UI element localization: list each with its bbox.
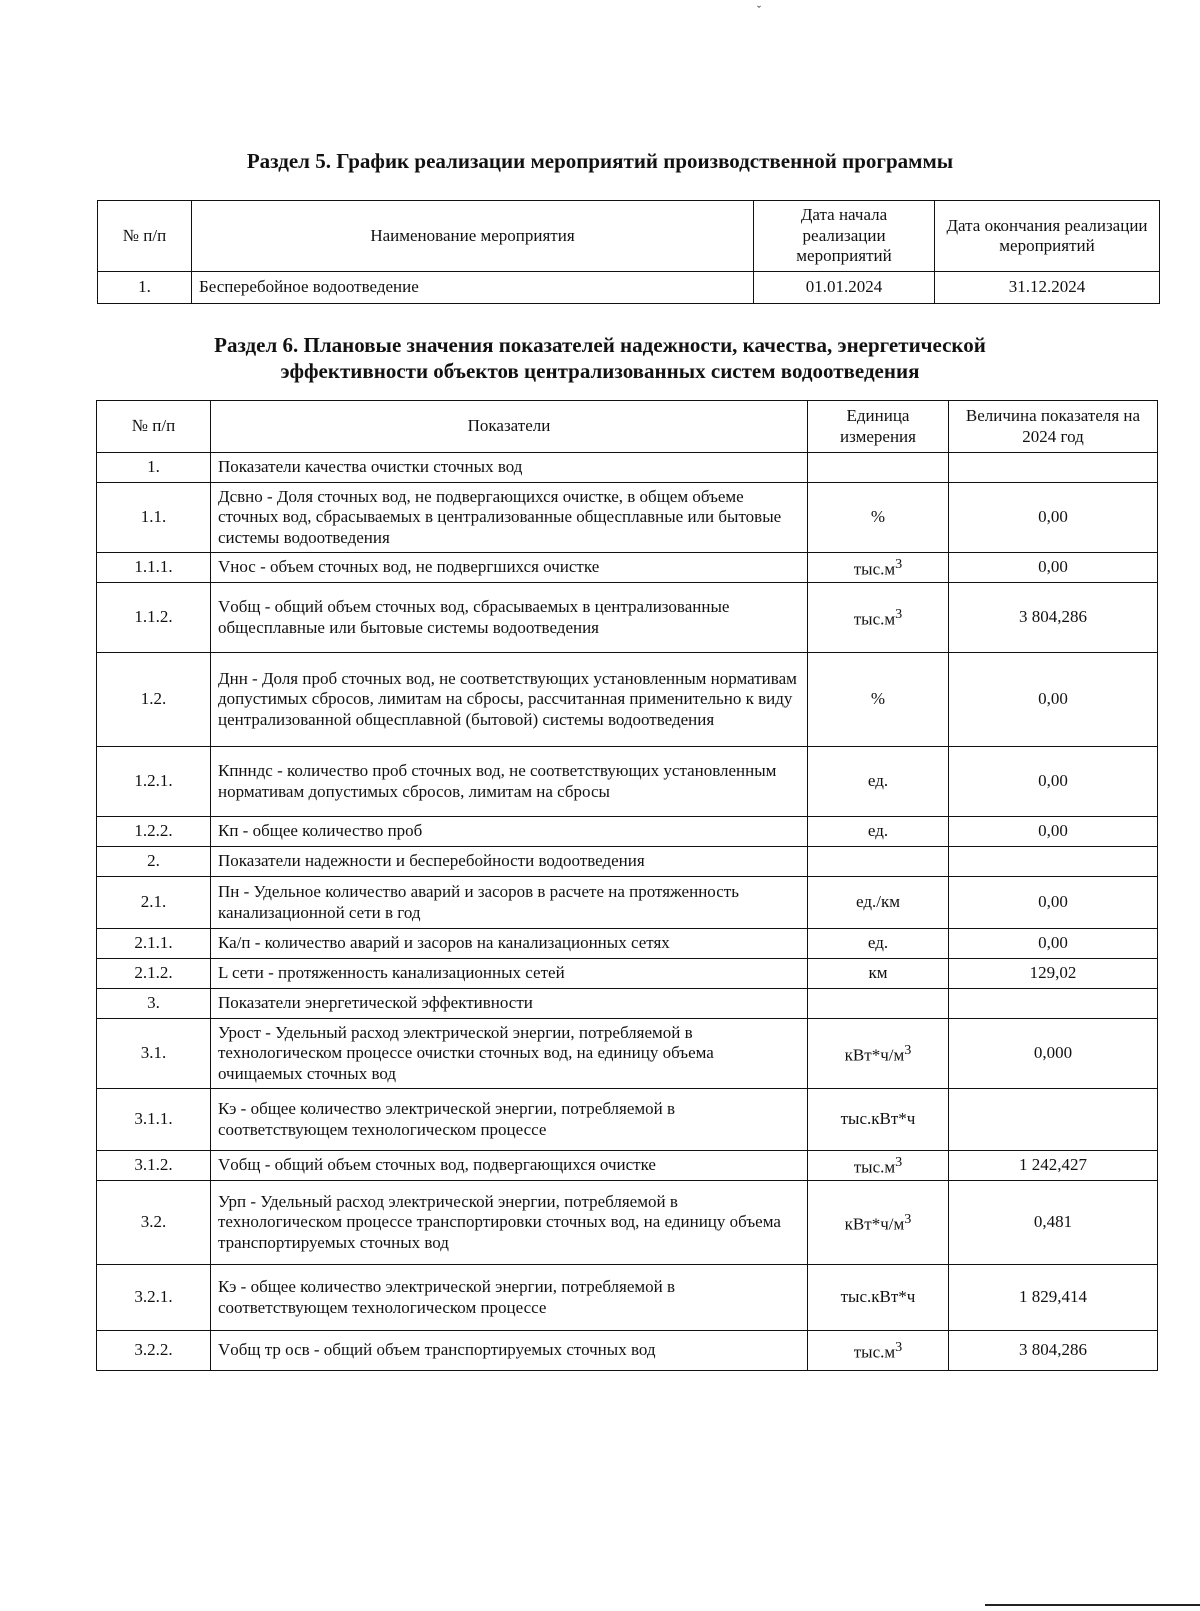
unit-text: ед. [867, 933, 889, 953]
unit-superscript: 3 [895, 1154, 903, 1171]
unit-superscript: 3 [904, 1042, 912, 1059]
row-num: 2.1.1. [97, 929, 211, 959]
section5-title: Раздел 5. График реализации мероприятий производственной программы [246, 149, 954, 173]
unit-superscript: 3 [895, 1339, 903, 1356]
indicators-table [96, 400, 1158, 1371]
col-indicator-header: Показатели [211, 401, 808, 453]
row-unit [808, 1265, 949, 1331]
row-value: 129,02 [949, 959, 1158, 989]
row-value [949, 453, 1158, 483]
row-num: 1.2.1. [97, 747, 211, 817]
row-unit [808, 1151, 949, 1181]
row-unit [808, 929, 949, 959]
table-row [97, 959, 1158, 989]
table-row [97, 1265, 1158, 1331]
row-num: 2.1.2. [97, 959, 211, 989]
section6-title-line1: Раздел 6. Плановые значения показателей надежности, качества, энергетической [214, 333, 986, 357]
table-row [97, 483, 1158, 553]
row-unit [808, 989, 949, 1019]
table-row [97, 877, 1158, 929]
indicators-header-row [97, 401, 1158, 453]
row-indicator: Кп - общее количество проб [211, 817, 808, 847]
row-value: 0,00 [949, 877, 1158, 929]
row-value: 0,00 [949, 747, 1158, 817]
table-row [97, 847, 1158, 877]
table-row [98, 272, 1160, 304]
row-name: Бесперебойное водоотведение [192, 272, 754, 304]
col-start-header: Дата начала реализации мероприятий [754, 201, 935, 272]
scan-mark: ˇ [757, 3, 761, 17]
table-row [97, 929, 1158, 959]
unit-text: ед./км [856, 892, 900, 912]
row-num: 1.1. [97, 483, 211, 553]
col-num-header: № п/п [97, 401, 211, 453]
col-unit-header: Единица измерения [808, 401, 949, 453]
row-unit [808, 1019, 949, 1089]
table-row [97, 653, 1158, 747]
row-value: 0,00 [949, 553, 1158, 583]
row-num: 3.2.2. [97, 1331, 211, 1371]
col-end-header: Дата окончания реализации мероприятий [935, 201, 1160, 272]
row-indicator: Ка/п - количество аварий и засоров на канализационных сетях [211, 929, 808, 959]
row-indicator: Vобщ тр осв - общий объем транспортируемых сточных вод [211, 1331, 808, 1371]
row-indicator: L сети - протяженность канализационных сетей [211, 959, 808, 989]
unit-superscript: 3 [895, 556, 903, 573]
row-unit [808, 453, 949, 483]
row-num: 1.2.2. [97, 817, 211, 847]
row-num: 1. [97, 453, 211, 483]
row-value: 0,00 [949, 817, 1158, 847]
row-num: 1.2. [97, 653, 211, 747]
row-indicator: Урп - Удельный расход электрической энергии, потребляемой в технологическом процессе транспортировки сточных вод, на единицу объема транспортируемых сточных вод [211, 1181, 808, 1265]
row-unit [808, 1089, 949, 1151]
col-value-header: Величина показателя на 2024 год [949, 401, 1158, 453]
table-row [97, 453, 1158, 483]
row-num: 3. [97, 989, 211, 1019]
row-num: 3.1.2. [97, 1151, 211, 1181]
row-indicator: Днн - Доля проб сточных вод, не соответствующих установленным нормативам допустимых сбросов, лимитам на сбросы, рассчитанная применительно к виду централизованной общесплавной (бытовой) системы водоотведения [211, 653, 808, 747]
table-row [97, 1181, 1158, 1265]
unit-superscript: 3 [904, 1211, 912, 1228]
unit-text: кВт*ч/м [844, 1046, 905, 1066]
row-indicator: Пн - Удельное количество аварий и засоров в расчете на протяженность канализационной сети в год [211, 877, 808, 929]
row-num: 3.1. [97, 1019, 211, 1089]
row-num: 1.1.2. [97, 583, 211, 653]
scan-edge-line [985, 1604, 1200, 1606]
table-row [97, 817, 1158, 847]
row-indicator: Vобщ - общий объем сточных вод, подвергающихся очистке [211, 1151, 808, 1181]
unit-superscript: 3 [895, 606, 903, 623]
row-unit [808, 877, 949, 929]
row-value: 0,00 [949, 929, 1158, 959]
row-indicator: Показатели энергетической эффективности [211, 989, 808, 1019]
indicators-table-body [97, 453, 1158, 1371]
schedule-header-row [98, 201, 1160, 272]
row-unit [808, 747, 949, 817]
row-indicator: Кэ - общее количество электрической энергии, потребляемой в соответствующем технологическом процессе [211, 1265, 808, 1331]
row-num: 3.1.1. [97, 1089, 211, 1151]
row-indicator: Показатели надежности и бесперебойности водоотведения [211, 847, 808, 877]
row-value: 0,00 [949, 653, 1158, 747]
row-unit [808, 583, 949, 653]
row-num: 3.2. [97, 1181, 211, 1265]
table-row [97, 1331, 1158, 1371]
col-name-header: Наименование мероприятия [192, 201, 754, 272]
unit-text: тыс.м [853, 1158, 896, 1178]
unit-text: тыс.м [853, 1343, 896, 1363]
row-unit [808, 483, 949, 553]
row-value [949, 989, 1158, 1019]
row-unit [808, 817, 949, 847]
row-num: 1.1.1. [97, 553, 211, 583]
row-indicator: Кпнндс - количество проб сточных вод, не соответствующих установленным нормативам допустимых сбросов, лимитам на сбросы [211, 747, 808, 817]
row-value: 0,000 [949, 1019, 1158, 1089]
row-value [949, 847, 1158, 877]
table-row [97, 989, 1158, 1019]
schedule-table [97, 200, 1160, 304]
table-row [97, 1089, 1158, 1151]
unit-text: км [868, 963, 888, 983]
row-num: 3.2.1. [97, 1265, 211, 1331]
row-indicator: Vобщ - общий объем сточных вод, сбрасываемых в централизованные общесплавные или бытовые системы водоотведения [211, 583, 808, 653]
section6-title-line2: эффективности объектов централизованных систем водоотведения [280, 359, 920, 383]
row-end-date: 31.12.2024 [935, 272, 1160, 304]
row-unit [808, 1331, 949, 1371]
row-value: 3 804,286 [949, 583, 1158, 653]
row-value: 0,481 [949, 1181, 1158, 1265]
row-start-date: 01.01.2024 [754, 272, 935, 304]
unit-text: ед. [867, 821, 889, 841]
row-num: 1. [98, 272, 192, 304]
row-indicator: Урост - Удельный расход электрической энергии, потребляемой в технологическом процессе очистки сточных вод, на единицу объема очищаемых сточных вод [211, 1019, 808, 1089]
row-unit [808, 959, 949, 989]
table-row [97, 1019, 1158, 1089]
unit-text: тыс.кВт*ч [840, 1287, 916, 1307]
unit-text: ед. [867, 771, 889, 791]
row-indicator: Дсвно - Доля сточных вод, не подвергающихся очистке, в общем объеме сточных вод, сбрасываемых в централизованные общесплавные или бытовые системы водоотведения [211, 483, 808, 553]
unit-text: тыс.м [853, 560, 896, 580]
row-unit [808, 847, 949, 877]
row-value [949, 1089, 1158, 1151]
unit-text: тыс.кВт*ч [840, 1109, 916, 1129]
row-num: 2.1. [97, 877, 211, 929]
table-row [97, 553, 1158, 583]
row-value: 3 804,286 [949, 1331, 1158, 1371]
row-value: 0,00 [949, 483, 1158, 553]
unit-text: кВт*ч/м [844, 1215, 905, 1235]
row-num: 2. [97, 847, 211, 877]
unit-text: тыс.м [853, 610, 896, 630]
row-unit [808, 653, 949, 747]
table-row [97, 747, 1158, 817]
row-indicator: Показатели качества очистки сточных вод [211, 453, 808, 483]
row-value: 1 242,427 [949, 1151, 1158, 1181]
row-indicator: Кэ - общее количество электрической энергии, потребляемой в соответствующем технологическом процессе [211, 1089, 808, 1151]
unit-text: % [870, 689, 886, 709]
col-num-header: № п/п [98, 201, 192, 272]
table-row [97, 583, 1158, 653]
unit-text: % [870, 507, 886, 527]
row-unit [808, 1181, 949, 1265]
row-indicator: Vнос - объем сточных вод, не подвергшихся очистке [211, 553, 808, 583]
row-value: 1 829,414 [949, 1265, 1158, 1331]
table-row [97, 1151, 1158, 1181]
row-unit [808, 553, 949, 583]
